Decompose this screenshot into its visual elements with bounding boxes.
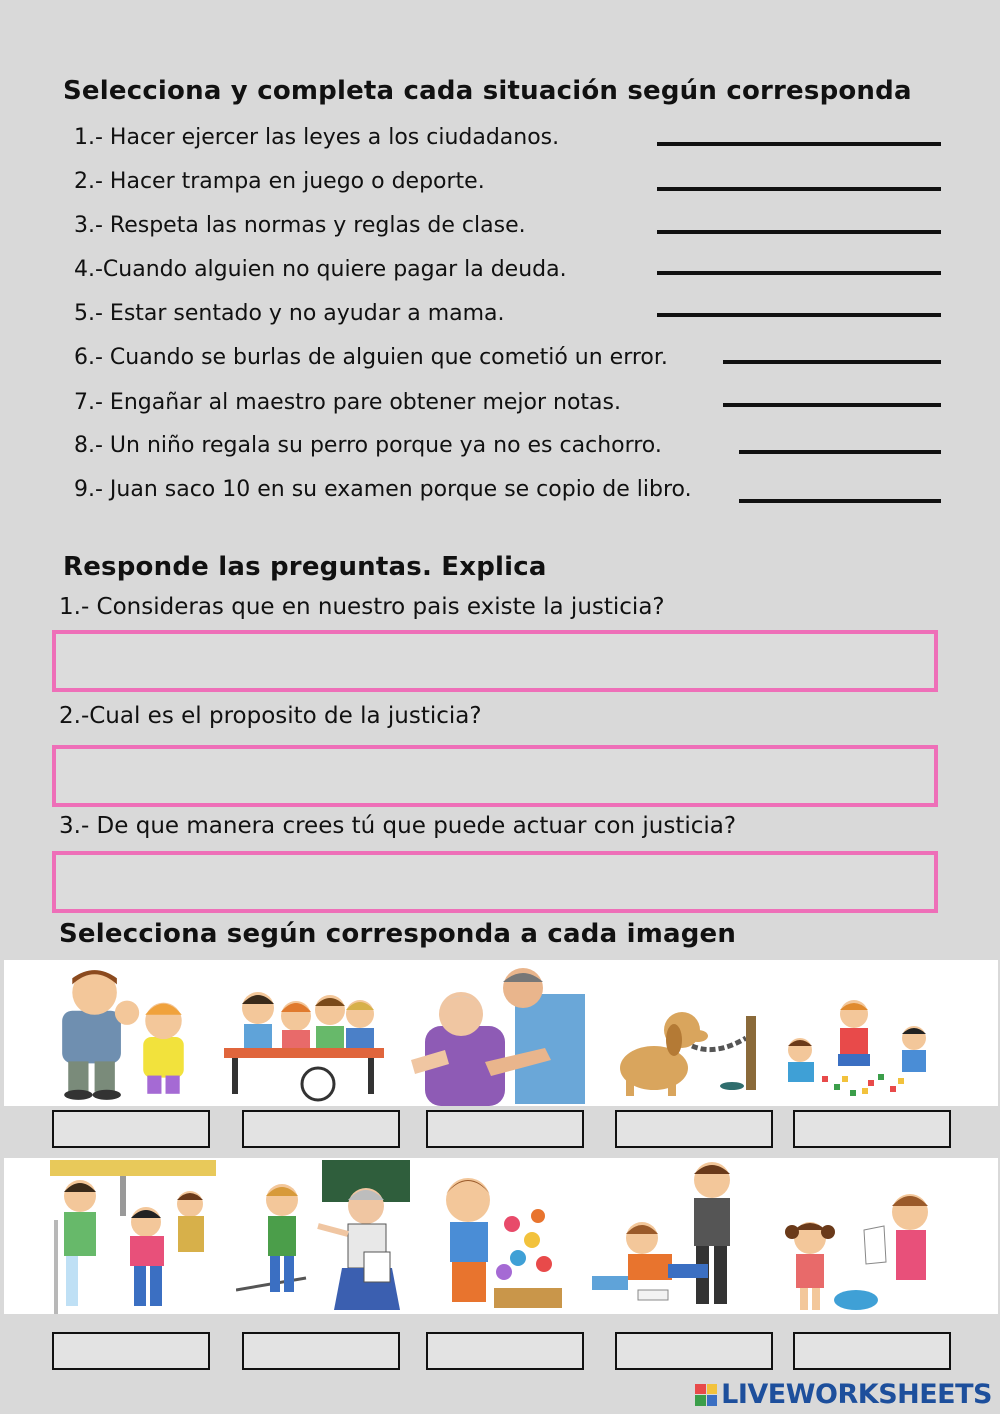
answer-line-5[interactable] <box>657 313 941 317</box>
girl-helping-with-laundry-cartoon-image <box>778 1186 940 1314</box>
answer-line-9[interactable] <box>739 499 941 503</box>
chained-dog-cartoon-image <box>606 996 772 1100</box>
image-answer-box-10[interactable] <box>793 1332 951 1370</box>
answer-line-8[interactable] <box>739 450 941 454</box>
image-answer-box-2[interactable] <box>242 1110 400 1148</box>
liveworksheets-brand <box>695 1379 992 1410</box>
answer-line-3[interactable] <box>657 230 941 234</box>
section1-title: Selecciona y completa cada situación según corresponda <box>63 76 912 106</box>
elderly-woman-helped-cartoon-image <box>405 964 593 1106</box>
kids-with-toys-cartoon-image <box>778 996 936 1104</box>
answer-line-7[interactable] <box>723 403 941 407</box>
statement-2: 2.- Hacer trampa en juego o deporte. <box>74 169 485 194</box>
kids-at-table-cartoon-image <box>218 966 388 1106</box>
image-answer-box-6[interactable] <box>52 1332 210 1370</box>
statement-6: 6.- Cuando se burlas de alguien que cometió un error. <box>74 345 668 370</box>
child-with-crutches-cartoon-image <box>50 1160 216 1314</box>
image-answer-box-5[interactable] <box>793 1110 951 1148</box>
statement-1: 1.- Hacer ejercer las leyes a los ciudadanos. <box>74 125 560 150</box>
teacher-scolding-boy-cartoon-image <box>236 1160 410 1314</box>
question-2: 2.-Cual es el proposito de la justicia? <box>59 703 482 729</box>
statement-7: 7.- Engañar al maestro pare obtener mejor notas. <box>74 390 621 415</box>
question-3: 3.- De que manera crees tú que puede actuar con justicia? <box>59 813 737 839</box>
image-answer-box-1[interactable] <box>52 1110 210 1148</box>
statement-3: 3.- Respeta las normas y reglas de clase. <box>74 213 526 238</box>
boy-pushing-girl-cartoon-image <box>572 1158 762 1314</box>
answer-box-2[interactable] <box>52 745 938 807</box>
brand-text: LIVEWORKSHEETS <box>721 1379 992 1410</box>
image-answer-box-4[interactable] <box>615 1110 773 1148</box>
bully-cartoon-image <box>50 962 202 1104</box>
answer-box-1[interactable] <box>52 630 938 692</box>
statement-5: 5.- Estar sentado y no ayudar a mama. <box>74 301 505 326</box>
answer-box-3[interactable] <box>52 851 938 913</box>
answer-line-1[interactable] <box>657 142 941 146</box>
section2-title: Responde las preguntas. Explica <box>63 552 547 582</box>
statement-9: 9.- Juan saco 10 en su examen porque se copio de libro. <box>74 477 692 502</box>
answer-line-6[interactable] <box>723 360 941 364</box>
image-answer-box-7[interactable] <box>242 1332 400 1370</box>
statement-8: 8.- Un niño regala su perro porque ya no es cachorro. <box>74 433 662 458</box>
image-answer-box-9[interactable] <box>615 1332 773 1370</box>
section3-title: Selecciona según corresponda a cada imagen <box>59 919 737 949</box>
answer-line-2[interactable] <box>657 187 941 191</box>
statement-4: 4.-Cuando alguien no quiere pagar la deuda. <box>74 257 567 282</box>
image-answer-box-8[interactable] <box>426 1332 584 1370</box>
answer-line-4[interactable] <box>657 271 941 275</box>
image-answer-box-3[interactable] <box>426 1110 584 1148</box>
question-1: 1.- Consideras que en nuestro pais existe la justicia? <box>59 594 665 620</box>
boy-picking-flowers-cartoon-image <box>428 1160 562 1314</box>
liveworksheets-logo-icon <box>695 1384 717 1406</box>
